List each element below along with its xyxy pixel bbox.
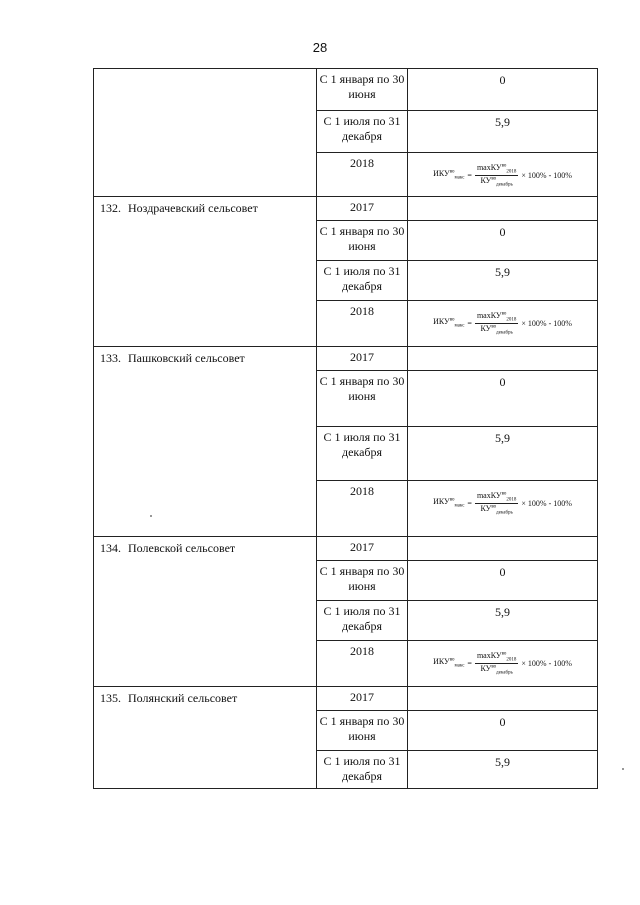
- period-cell: С 1 июля по 31 декабря: [317, 111, 408, 153]
- value-cell: 5,9: [408, 751, 598, 789]
- entry-name: Пашковский сельсовет: [128, 351, 245, 365]
- formula-fraction: [475, 311, 518, 335]
- value-cell: 0: [408, 371, 598, 427]
- value-cell: 0: [408, 711, 598, 751]
- continuation-name-cell: [94, 69, 317, 197]
- value-cell: 5,9: [408, 111, 598, 153]
- period-cell: 2018: [317, 153, 408, 197]
- formula-numerator: maxКУ$^{во}_{2018}$: [476, 651, 517, 663]
- entry-name-cell: [94, 537, 317, 687]
- value-cell: 0: [408, 69, 598, 111]
- formula-lhs: $ИКУ^{во}_{макс}$: [433, 169, 465, 181]
- value-cell: [408, 687, 598, 711]
- formula-lhs: $ИКУ^{во}_{макс}$: [433, 497, 465, 509]
- entry-name: Ноздрачевский сельсовет: [128, 201, 258, 215]
- entry-number: 135.: [100, 691, 121, 705]
- entry-name-cell: [94, 347, 317, 537]
- period-cell: С 1 января по 30 июня: [317, 221, 408, 261]
- entry-number: 133.: [100, 351, 121, 365]
- table-row: [94, 687, 598, 711]
- value-cell: 5,9: [408, 261, 598, 301]
- period-cell: С 1 июля по 31 декабря: [317, 601, 408, 641]
- scan-speck: [622, 768, 624, 770]
- formula: $ИКУ^{во}_{макс}$ = maxКУ$^{во}_{2018}$ $КУ^{во}_{декабрь}$ × 100% - 100%: [433, 311, 572, 336]
- scan-speck: [150, 515, 152, 517]
- formula-tail: × 100% - 100%: [521, 318, 572, 328]
- page-number: 28: [312, 40, 328, 55]
- formula: $ИКУ^{во}_{макс}$ = maxКУ$^{во}_{2018}$ $КУ^{во}_{декабрь}$ × 100% - 100%: [433, 651, 572, 676]
- formula-fraction: [475, 491, 518, 515]
- formula-tail: × 100% - 100%: [521, 658, 572, 668]
- value-cell: [408, 347, 598, 371]
- value-cell: 5,9: [408, 601, 598, 641]
- formula-numerator: maxКУ$^{во}_{2018}$: [476, 163, 517, 175]
- formula-lhs: $ИКУ^{во}_{макс}$: [433, 317, 465, 329]
- year-cell: 2017: [317, 197, 408, 221]
- formula-cell: [408, 301, 598, 347]
- period-cell: С 1 января по 30 июня: [317, 371, 408, 427]
- table-row: [94, 197, 598, 221]
- year-cell: 2017: [317, 347, 408, 371]
- formula-fraction: [475, 163, 518, 187]
- entry-name: Полевской сельсовет: [128, 541, 236, 555]
- period-cell: 2018: [317, 641, 408, 687]
- entry-number: 132.: [100, 201, 121, 215]
- formula-numerator: maxКУ$^{во}_{2018}$: [476, 491, 517, 503]
- period-cell: С 1 июля по 31 декабря: [317, 261, 408, 301]
- formula-denominator: $КУ^{во}_{декабрь}$: [480, 323, 513, 336]
- year-cell: 2017: [317, 687, 408, 711]
- value-cell: 0: [408, 561, 598, 601]
- value-cell: 5,9: [408, 427, 598, 481]
- formula-tail: × 100% - 100%: [521, 170, 572, 180]
- formula-cell: [408, 641, 598, 687]
- formula: $ИКУ^{во}_{макс}$ = maxКУ$^{во}_{2018}$ $КУ^{во}_{декабрь}$ × 100% - 100%: [433, 491, 572, 516]
- formula-fraction: [475, 651, 518, 675]
- period-cell: С 1 июля по 31 декабря: [317, 751, 408, 789]
- table-row: [94, 69, 598, 111]
- entry-name-cell: [94, 687, 317, 789]
- year-cell: 2017: [317, 537, 408, 561]
- period-cell: С 1 января по 30 июня: [317, 69, 408, 111]
- period-cell: 2018: [317, 301, 408, 347]
- formula-numerator: maxКУ$^{во}_{2018}$: [476, 311, 517, 323]
- period-cell: С 1 января по 30 июня: [317, 561, 408, 601]
- formula-denominator: $КУ^{во}_{декабрь}$: [480, 503, 513, 516]
- formula-denominator: $КУ^{во}_{декабрь}$: [480, 175, 513, 188]
- formula-lhs: $ИКУ^{во}_{макс}$: [433, 657, 465, 669]
- formula-cell: [408, 481, 598, 537]
- entry-number: 134.: [100, 541, 121, 555]
- formula: $ИКУ^{во}_{макс}$ = maxКУ$^{во}_{2018}$ $КУ^{во}_{декабрь}$ × 100% - 100%: [433, 163, 572, 188]
- period-cell: С 1 июля по 31 декабря: [317, 427, 408, 481]
- table-row: [94, 347, 598, 371]
- formula-cell: [408, 153, 598, 197]
- period-cell: С 1 января по 30 июня: [317, 711, 408, 751]
- period-cell: 2018: [317, 481, 408, 537]
- table-row: [94, 537, 598, 561]
- tariff-table: [93, 68, 598, 789]
- value-cell: [408, 197, 598, 221]
- value-cell: 0: [408, 221, 598, 261]
- entry-name-cell: [94, 197, 317, 347]
- entry-name: Полянский сельсовет: [128, 691, 238, 705]
- value-cell: [408, 537, 598, 561]
- formula-denominator: $КУ^{во}_{декабрь}$: [480, 663, 513, 676]
- formula-tail: × 100% - 100%: [521, 498, 572, 508]
